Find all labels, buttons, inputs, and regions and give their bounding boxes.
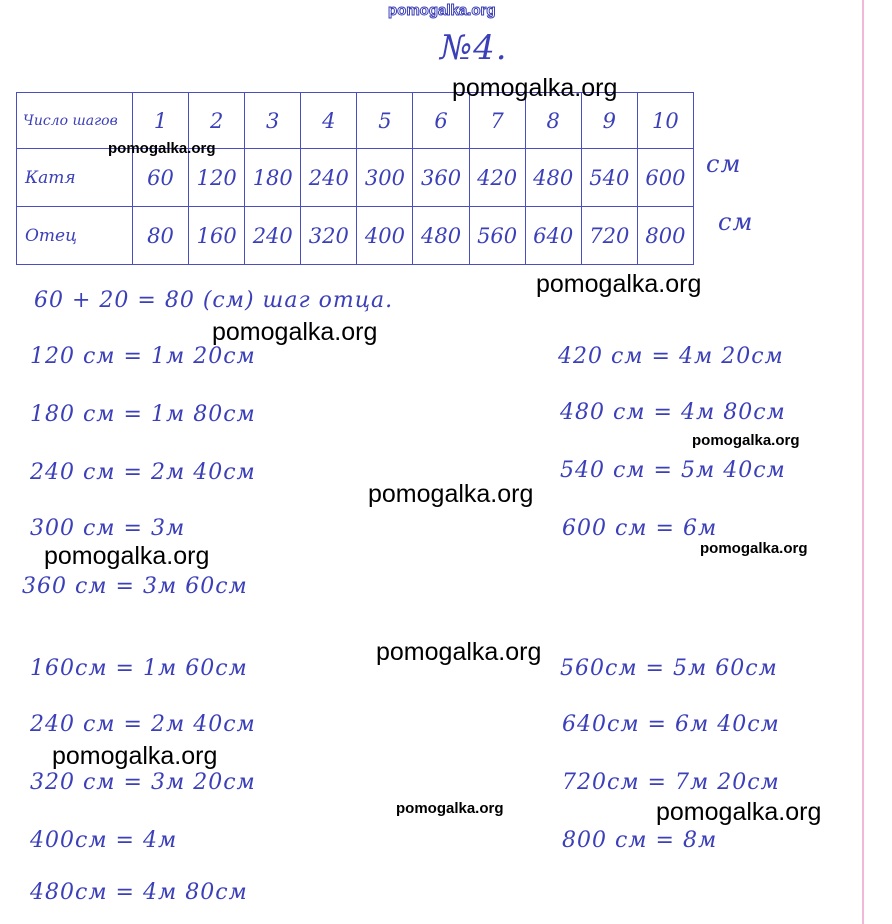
value-cell: 600 [637, 149, 693, 207]
conversion-line: 560см = 5м 60см [560, 656, 778, 681]
conversion-line: 180 см = 1м 80см [30, 402, 256, 427]
value-cell: 120 [189, 149, 245, 207]
value-cell: 300 [357, 149, 413, 207]
row-label: Отец [17, 207, 133, 265]
watermark: pomogalka.org [108, 140, 216, 157]
conversion-line: 600 см = 6м [562, 516, 718, 541]
watermark: pomogalka.org [368, 480, 534, 508]
conversion-line: 800 см = 8м [562, 828, 718, 853]
value-cell: 480 [525, 149, 581, 207]
step-cell: 2 [189, 93, 245, 149]
conversion-line: 720см = 7м 20см [562, 770, 780, 795]
watermark: pomogalka.org [52, 742, 218, 770]
conversion-line: 240 см = 2м 40см [30, 460, 256, 485]
value-cell: 640 [525, 207, 581, 265]
conversion-line: 320 см = 3м 20см [30, 770, 256, 795]
conversion-line: 120 см = 1м 20см [30, 344, 256, 369]
conversion-line: 300 см = 3м [30, 516, 186, 541]
step-cell: 6 [413, 93, 469, 149]
unit-label-father: см [718, 208, 754, 236]
value-cell: 60 [133, 149, 189, 207]
conversion-line: 480см = 4м 80см [30, 880, 248, 905]
steps-table [16, 92, 694, 265]
step-cell: 9 [581, 93, 637, 149]
value-cell: 240 [301, 149, 357, 207]
step-cell: 1 [133, 93, 189, 149]
conversion-line: 400см = 4м [30, 828, 178, 853]
value-cell: 480 [413, 207, 469, 265]
watermark: pomogalka.org [700, 540, 808, 557]
watermark: pomogalka.org [536, 270, 702, 298]
value-cell: 540 [581, 149, 637, 207]
step-cell: 7 [469, 93, 525, 149]
step-cell: 5 [357, 93, 413, 149]
value-cell: 400 [357, 207, 413, 265]
conversion-line: 160см = 1м 60см [30, 656, 248, 681]
watermark: pomogalka.org [376, 638, 542, 666]
row-header-label: Число шагов [17, 93, 133, 149]
value-cell: 240 [245, 207, 301, 265]
conversion-line: 640см = 6м 40см [562, 712, 780, 737]
watermark: pomogalka.org [44, 542, 210, 570]
step-cell: 3 [245, 93, 301, 149]
watermark: pomogalka.org [212, 318, 378, 346]
conversion-line: 480 см = 4м 80см [560, 400, 786, 425]
table-row-katya [17, 149, 694, 207]
value-cell: 160 [189, 207, 245, 265]
watermark: pomogalka.org [692, 432, 800, 449]
conversion-line: 420 см = 4м 20см [558, 344, 784, 369]
step-cell: 4 [301, 93, 357, 149]
watermark: pomogalka.org [396, 800, 504, 817]
watermark: pomogalka.org [656, 798, 822, 826]
conversion-line: 240 см = 2м 40см [30, 712, 256, 737]
value-cell: 80 [133, 207, 189, 265]
value-cell: 800 [637, 207, 693, 265]
value-cell: 560 [469, 207, 525, 265]
value-cell: 180 [245, 149, 301, 207]
exercise-number: №4. [440, 28, 508, 68]
step-cell: 8 [525, 93, 581, 149]
note-line: 60 + 20 = 80 (см) шаг отца. [34, 288, 394, 313]
watermark: pomogalka.org [452, 74, 618, 102]
table-row-father [17, 207, 694, 265]
step-cell: 10 [637, 93, 693, 149]
watermark-top: pomogalka.org [388, 2, 496, 19]
unit-label-katya: см [706, 150, 742, 178]
value-cell: 360 [413, 149, 469, 207]
value-cell: 720 [581, 207, 637, 265]
conversion-line: 540 см = 5м 40см [560, 458, 786, 483]
value-cell: 420 [469, 149, 525, 207]
row-label: Катя [17, 149, 133, 207]
value-cell: 320 [301, 207, 357, 265]
conversion-line: 360 см = 3м 60см [22, 574, 248, 599]
margin-line [862, 0, 864, 924]
